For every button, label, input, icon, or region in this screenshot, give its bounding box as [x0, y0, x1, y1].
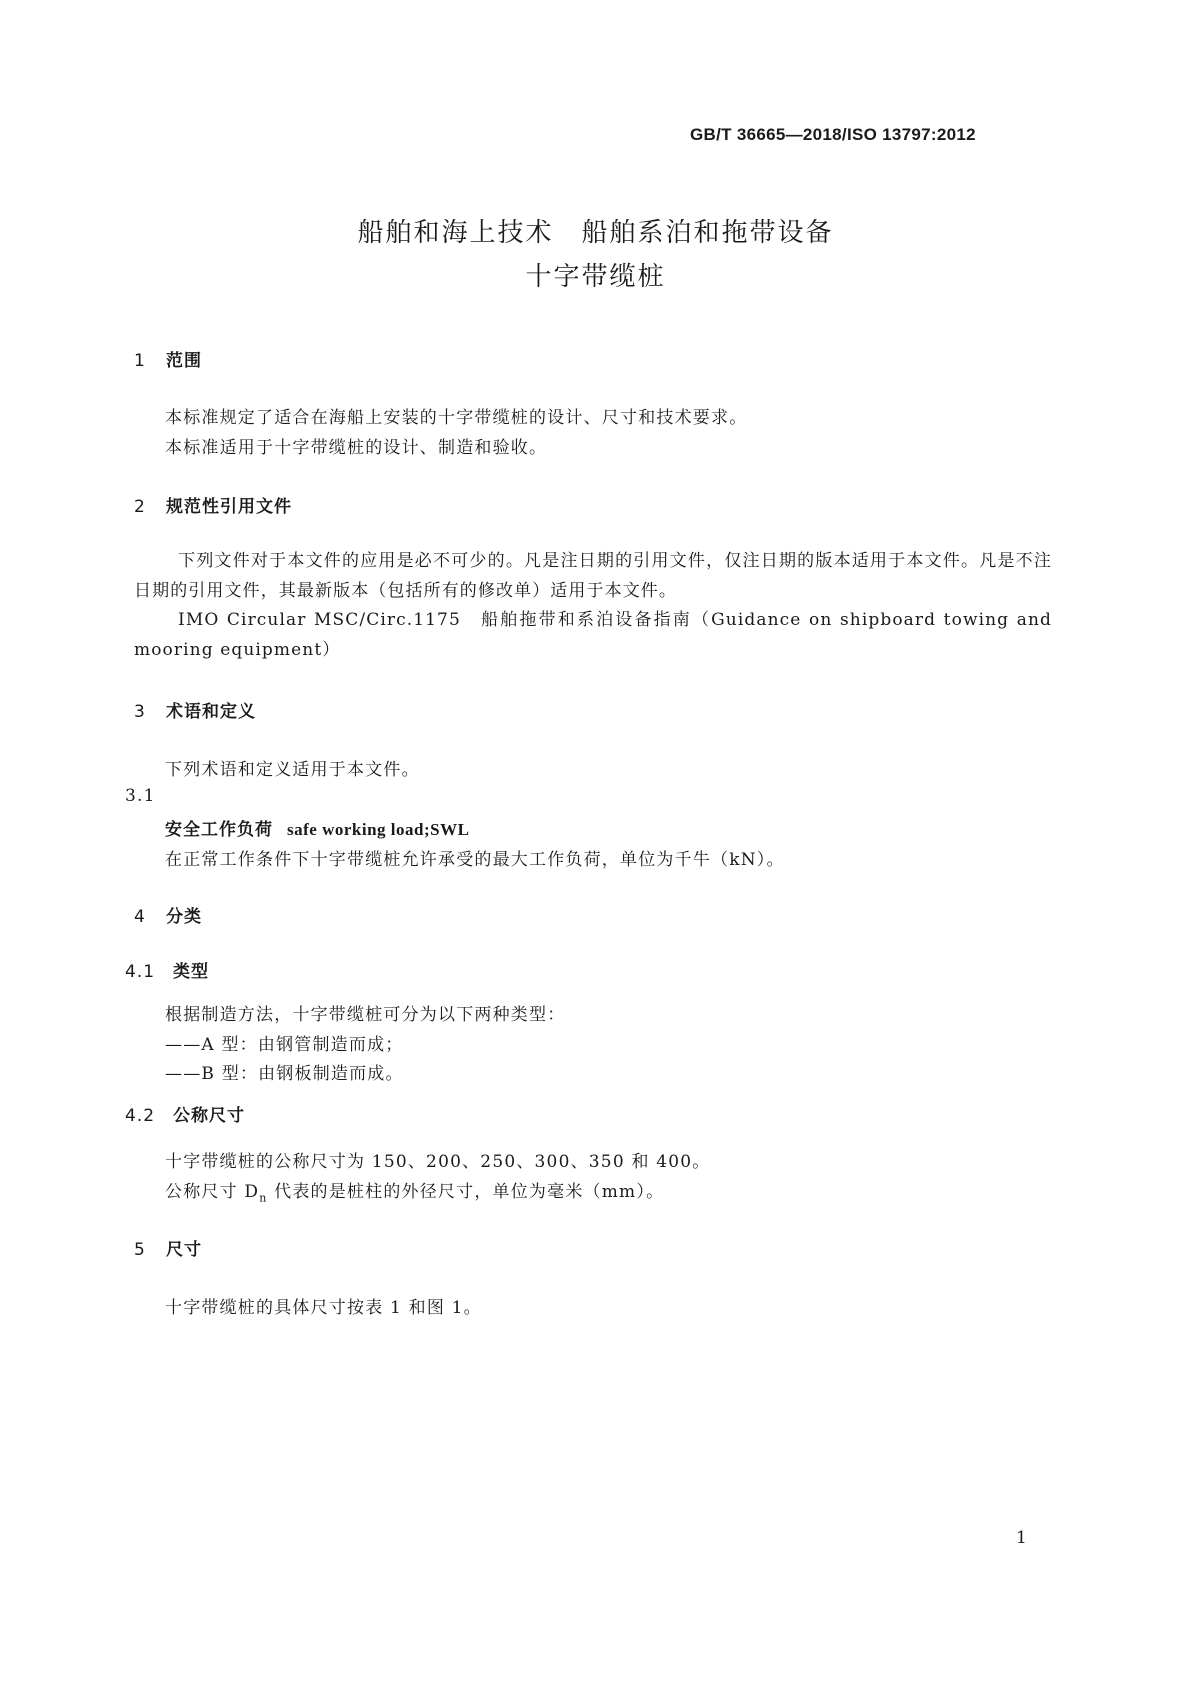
- section-5-heading: 5 尺寸: [134, 1240, 202, 1260]
- section-1-paragraph-1: 本标准规定了适合在海船上安装的十字带缆桩的设计、尺寸和技术要求。: [165, 408, 748, 428]
- document-title-line1: 船舶和海上技术 船舶系泊和拖带设备: [357, 218, 834, 248]
- term-definition: 在正常工作条件下十字带缆桩允许承受的最大工作负荷，单位为千牛（kN）。: [165, 850, 785, 870]
- section-2-reference: IMO Circular MSC/Circ.1175 船舶拖带和系泊设备指南（Guidance on shipboard towing and mooring equipment）: [134, 610, 1052, 660]
- page-number: 1: [1016, 1528, 1027, 1548]
- section-4-2-paragraph-1: 十字带缆桩的公称尺寸为 150、200、250、300、350 和 400。: [165, 1152, 711, 1172]
- section-5-paragraph: 十字带缆桩的具体尺寸按表 1 和图 1。: [165, 1298, 482, 1318]
- term-number: 3.1: [125, 786, 156, 806]
- type-a-item: ——A 型：由钢管制造而成；: [165, 1035, 404, 1055]
- section-4-2-heading: 4.2 公称尺寸: [125, 1106, 245, 1126]
- document-title-line2: 十字带缆桩: [525, 262, 666, 292]
- section-1-heading: 1 范围: [134, 351, 202, 371]
- section-1-paragraph-2: 本标准适用于十字带缆桩的设计、制造和验收。: [165, 438, 548, 458]
- section-2-heading: 2 规范性引用文件: [134, 497, 292, 517]
- section-4-heading: 4 分类: [134, 907, 202, 927]
- type-b-item: ——B 型：由钢板制造而成。: [165, 1064, 404, 1084]
- term-heading: 安全工作负荷 safe working load;SWL: [165, 820, 470, 840]
- section-4-2-paragraph-2: 公称尺寸 $D_n$ 代表的是桩柱的外径尺寸，单位为毫米（mm）。: [165, 1182, 665, 1205]
- section-4-1-heading: 4.1 类型: [125, 962, 209, 982]
- section-3-heading: 3 术语和定义: [134, 702, 256, 722]
- section-3-paragraph-1: 下列术语和定义适用于本文件。: [165, 760, 420, 780]
- section-4-1-paragraph: 根据制造方法，十字带缆桩可分为以下两种类型：: [165, 1005, 566, 1025]
- standard-code: GB/T 36665—2018/ISO 13797:2012: [690, 125, 976, 144]
- section-2-paragraph-1: 下列文件对于本文件的应用是必不可少的。凡是注日期的引用文件，仅注日期的版本适用于本文件。凡是不注日期的引用文件，其最新版本（包括所有的修改单）适用于本文件。: [134, 551, 1052, 601]
